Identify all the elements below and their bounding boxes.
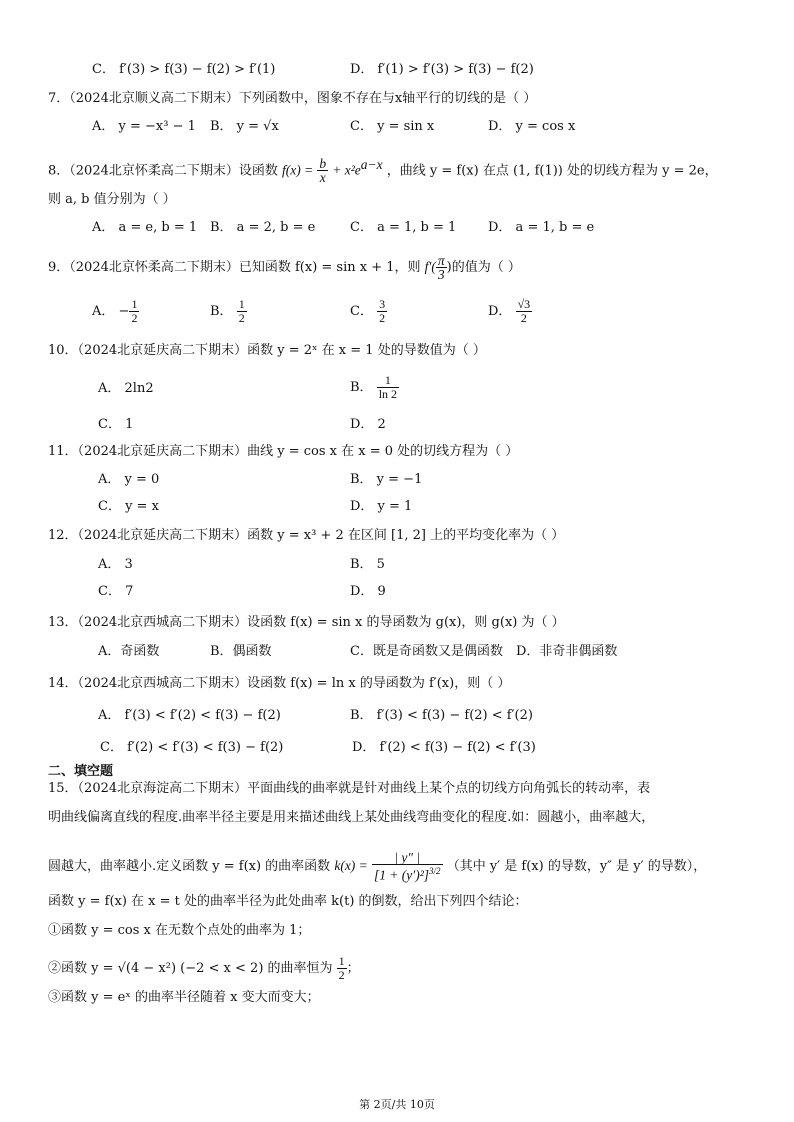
- q15-line1: 15．（2024北京海淀高二下期末）平面曲线的曲率就是针对曲线上某个点的切线方向角弧长的转动率，表: [48, 781, 651, 796]
- q15-line2: 明曲线偏离直线的程度.曲率半径主要是用来描述曲线上某处曲线弯曲变化的程度.如：圆越小，曲率越大，: [48, 810, 655, 825]
- q9-b-den: 2: [238, 311, 245, 325]
- q8-stem-line2: 则 a, b 值分别为（ ）: [48, 192, 176, 207]
- q9-stem-pre: 9．（2024北京怀柔高二下期末）已知函数 f(x) = sin x + 1，则: [48, 260, 421, 275]
- q9-fraction: [436, 254, 447, 281]
- q8-stem: [48, 156, 718, 184]
- q9-b-num: 1: [238, 297, 245, 311]
- q8-stem-post: ，曲线 y = f(x) 在点 (1, f(1)) 处的切线方程为 y = 2e，: [386, 163, 718, 179]
- q9-c-frac: [377, 298, 387, 325]
- q8-frac-num: b: [319, 156, 327, 172]
- q9-option-a: [92, 298, 139, 325]
- q8-option-a: A． a = e, b = 1: [92, 220, 198, 235]
- q9-stem: [48, 254, 521, 281]
- q8-option-b: B． a = 2, b = e: [210, 220, 316, 235]
- q7-option-a: A． y = −x³ − 1: [92, 119, 196, 134]
- q11-option-c: C． y = x: [98, 499, 159, 514]
- q15-l3-den-exp: 3/2: [429, 866, 441, 876]
- q7-stem: 7．（2024北京顺义高二下期末）下列函数中，图象不存在与x轴平行的切线的是（ ）: [48, 91, 537, 106]
- q15-line4: 函数 y = f(x) 在 x = t 处的曲率半径为此处曲率 k(t) 的倒数，给出下列四个结论：: [48, 894, 528, 909]
- q9-b-frac: [237, 298, 247, 325]
- q10-b-label: B．: [350, 380, 373, 395]
- q15-l3-k: k(x) =: [334, 857, 368, 873]
- q15-l3-post: （其中 y′ 是 f(x) 的导数，y″ 是 y′ 的导数），: [446, 858, 707, 874]
- q15-conclusion-1: ①函数 y = cos x 在无数个点处的曲率为 1；: [48, 923, 311, 938]
- q15-c2-post: ；: [346, 961, 360, 976]
- q8-frac-den: x: [319, 170, 326, 186]
- q9-stem-post: )的值为（ ）: [446, 260, 521, 275]
- q9-d-label: D．: [488, 304, 512, 319]
- q15-c2-pre: ②函数 y = √(4 − x²) (−2 < x < 2) 的曲率恒为: [48, 961, 333, 976]
- q9-a-sign: −: [118, 304, 130, 319]
- q9-option-c: [350, 298, 387, 325]
- q10-option-b: [350, 374, 399, 401]
- q9-c-den: 2: [379, 311, 386, 325]
- q10-b-den: ln 2: [378, 387, 398, 401]
- q14-option-d: D． f′(2) < f(3) − f(2) < f′(3): [352, 740, 536, 755]
- q11-stem: 11．（2024北京延庆高二下期末）曲线 y = cos x 在 x = 0 处的切线方程为（ ）: [48, 444, 519, 459]
- q10-b-num: 1: [377, 374, 399, 388]
- q8-option-c: C． a = 1, b = 1: [350, 220, 457, 235]
- q9-c-num: 3: [379, 297, 386, 311]
- q12-stem: 12．（2024北京延庆高二下期末）函数 y = x³ + 2 在区间 [1, 2] 上的平均变化率为（ ）: [48, 528, 565, 543]
- q13-option-c: C．既是奇函数又是偶函数: [350, 644, 503, 659]
- q10-option-d: D． 2: [350, 417, 386, 432]
- q8-exp: a−x: [360, 157, 383, 172]
- q14-option-c: C． f′(2) < f′(3) < f(3) − f(2): [100, 740, 284, 755]
- q9-a-den: 2: [131, 311, 138, 325]
- q11-option-d: D． y = 1: [350, 499, 413, 514]
- q6-option-c: C． f′(3) > f(3) − f(2) > f′(1): [92, 62, 276, 77]
- q14-option-a: A． f′(3) < f′(2) < f(3) − f(2): [98, 708, 281, 723]
- q15-c2-den: 2: [338, 968, 345, 982]
- q11-option-b: B． y = −1: [350, 472, 423, 487]
- q9-c-label: C．: [350, 304, 373, 319]
- q9-option-d: [488, 298, 532, 325]
- q7-option-c: C． y = sin x: [350, 119, 435, 134]
- q8-func-lhs: f(x) =: [282, 162, 314, 178]
- q7-option-d: D． y = cos x: [488, 119, 576, 134]
- q14-stem: 14．（2024北京西城高二下期末）设函数 f(x) = ln x 的导函数为 f′(x)，则（ ）: [48, 676, 511, 691]
- q9-a-label: A．: [92, 304, 115, 319]
- page-footer: 第 2页/共 10页: [359, 1098, 435, 1111]
- q12-option-b: B． 5: [350, 557, 385, 572]
- q15-l3-pre: 圆越大，曲率越小.定义函数 y = f(x) 的曲率函数: [48, 858, 331, 874]
- q13-option-b: B．偶函数: [210, 644, 272, 659]
- q15-conclusion-2: [48, 955, 360, 982]
- q15-c2-frac: [337, 955, 347, 982]
- q15-c2-num: 1: [338, 954, 345, 968]
- q12-option-a: A． 3: [98, 557, 133, 572]
- q9-a-num: 1: [131, 297, 138, 311]
- q13-stem: 13．（2024北京西城高二下期末）设函数 f(x) = sin x 的导函数为 g(x)，则 g(x) 为（ ）: [48, 615, 565, 630]
- q12-option-c: C． 7: [98, 584, 134, 599]
- q10-stem: 10．（2024北京延庆高二下期末）函数 y = 2ˣ 在 x = 1 处的导数值为（ ）: [48, 343, 486, 358]
- q8-stem-pre: 8．（2024北京怀柔高二下期末）设函数: [48, 163, 278, 179]
- section-heading: 二、填空题: [48, 764, 114, 779]
- q10-option-c: C． 1: [98, 417, 134, 432]
- q9-d-num: √3: [517, 297, 531, 311]
- q7-option-b: B． y = √x: [210, 119, 279, 134]
- q9-b-label: B．: [210, 304, 233, 319]
- q15-conclusion-3: ③函数 y = eˣ 的曲率半径随着 x 变大而变大；: [48, 990, 320, 1005]
- q11-option-a: A． y = 0: [98, 472, 160, 487]
- q15-l3-num: | y″ |: [372, 851, 443, 865]
- q15-l3-den-base: [1 + (y′)²]: [373, 867, 430, 883]
- q15-l3-den: [372, 865, 443, 882]
- q9-d-den: 2: [520, 311, 527, 325]
- q10-b-frac: [377, 374, 399, 401]
- q8-fraction: [317, 157, 328, 184]
- q9-frac-den: 3: [437, 267, 445, 282]
- q9-d-frac: [516, 298, 533, 325]
- q12-option-d: D． 9: [350, 584, 386, 599]
- q15-line3: [48, 851, 706, 882]
- q9-stem-f: f′(: [424, 259, 436, 274]
- q9-a-frac: [129, 298, 139, 325]
- q10-option-a: A． 2ln2: [98, 381, 154, 396]
- q9-frac-num: π: [437, 253, 445, 268]
- q8-func-rhs: + x²e: [332, 162, 361, 178]
- q6-option-d: D． f′(1) > f′(3) > f(3) − f(2): [350, 62, 534, 77]
- q8-option-d: D． a = 1, b = e: [488, 220, 595, 235]
- q13-option-a: A．奇函数: [98, 644, 160, 659]
- q15-curvature-frac: [372, 851, 443, 882]
- q9-option-b: [210, 298, 247, 325]
- q14-option-b: B． f′(3) < f(3) − f(2) < f′(2): [350, 708, 533, 723]
- q13-option-d: D．非奇非偶函数: [516, 644, 618, 659]
